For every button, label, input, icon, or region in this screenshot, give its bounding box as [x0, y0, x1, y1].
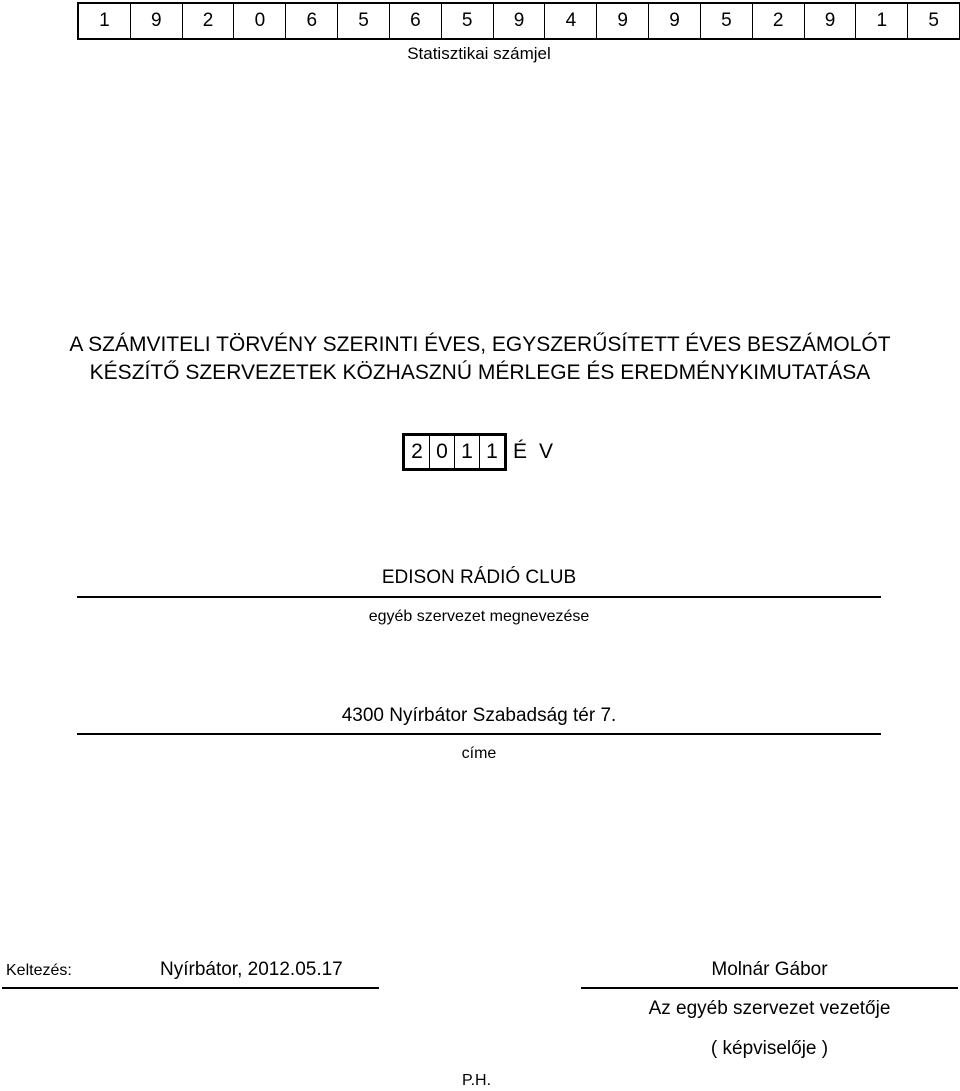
- signer-role: Az egyéb szervezet vezetője: [648, 998, 891, 1019]
- organization-name-line: [77, 596, 881, 598]
- stat-digit: 1: [856, 4, 908, 38]
- stat-digit: 5: [338, 4, 390, 38]
- stat-digit: 9: [494, 4, 546, 38]
- date-value: Nyírbátor, 2012.05.17: [160, 959, 343, 980]
- signer-role-sub: ( képviselője ): [710, 1038, 829, 1059]
- year-digit: 1: [486, 440, 498, 463]
- stat-digit: 2: [753, 4, 805, 38]
- organization-name: EDISON RÁDIÓ CLUB: [381, 567, 577, 588]
- stat-digit: 9: [649, 4, 701, 38]
- stat-digit: 5: [701, 4, 753, 38]
- signer-name: Molnár Gábor: [711, 959, 828, 980]
- stat-digit: 4: [545, 4, 597, 38]
- document-title: [0, 331, 960, 387]
- organization-address-line: [77, 733, 881, 735]
- stat-digit: 9: [597, 4, 649, 38]
- stat-digit: 5: [442, 4, 494, 38]
- year-digit: 0: [430, 436, 455, 468]
- stat-digit: 2: [183, 4, 235, 38]
- stat-number-caption: Statisztikai számjel: [407, 44, 551, 63]
- stat-digit: 6: [286, 4, 338, 38]
- stamp-place-label: P.H.: [462, 1072, 492, 1089]
- date-label: Keltezés:: [6, 962, 72, 979]
- title-line-2: KÉSZÍTŐ SZERVEZETEK KÖZHASZNÚ MÉRLEGE ÉS EREDMÉNYKIMUTATÁSA: [89, 361, 871, 384]
- year-digit: 1: [455, 436, 480, 468]
- stat-digit: 1: [79, 4, 131, 38]
- stat-digit: 9: [131, 4, 183, 38]
- title-line-1: A SZÁMVITELI TÖRVÉNY SZERINTI ÉVES, EGYSZERŰSÍTETT ÉVES BESZÁMOLÓT: [69, 333, 891, 356]
- stat-digit: 9: [805, 4, 857, 38]
- date-line: [2, 987, 379, 989]
- stat-digit: 5: [908, 4, 960, 38]
- organization-address: 4300 Nyírbátor Szabadság tér 7.: [341, 705, 617, 726]
- organization-address-caption: címe: [461, 745, 497, 762]
- year-field: [402, 433, 565, 471]
- statistical-number-boxes: [77, 2, 960, 40]
- year-digit: 2: [405, 436, 430, 468]
- year-suffix: ÉV: [513, 440, 566, 463]
- year-boxes: [402, 433, 507, 471]
- organization-name-caption: egyéb szervezet megnevezése: [368, 608, 590, 625]
- stat-digit: 6: [390, 4, 442, 38]
- stat-digit: 0: [234, 4, 286, 38]
- signature-line: [581, 987, 958, 989]
